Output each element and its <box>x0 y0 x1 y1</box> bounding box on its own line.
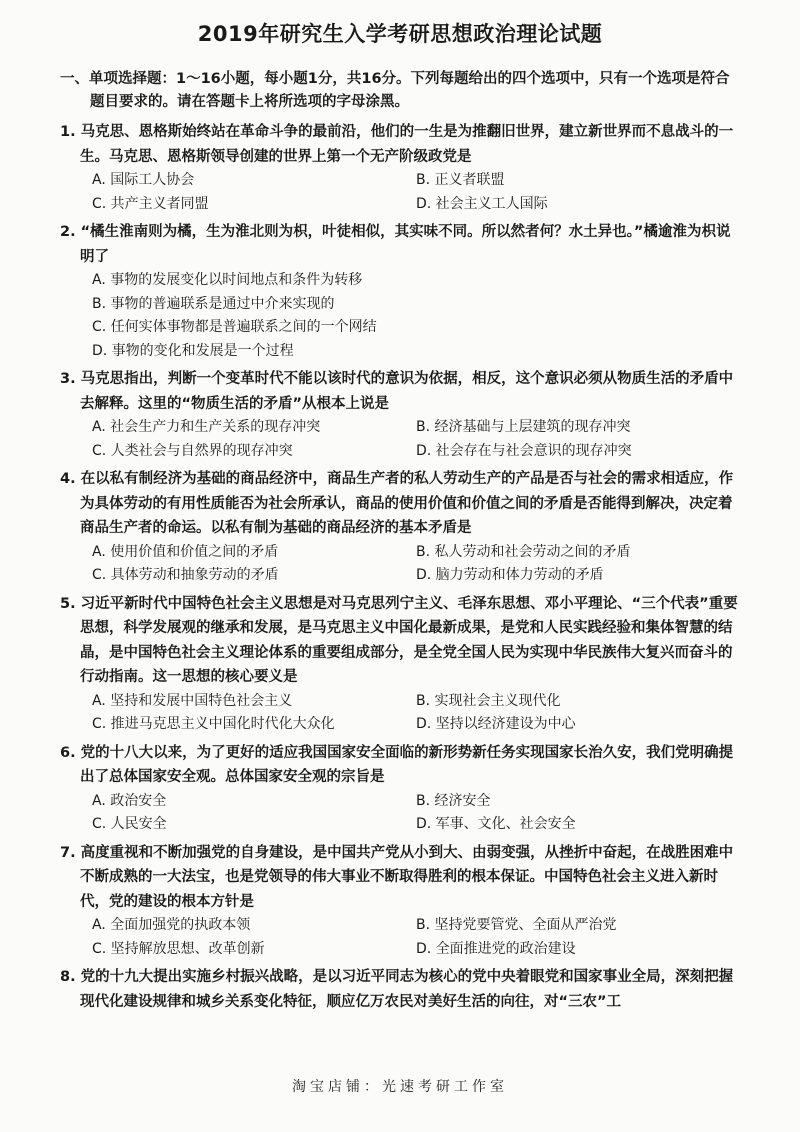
answer-option: B. 正义者联盟 <box>416 172 505 188</box>
question-stem: 8. 党的十九大提出实施乡村振兴战略，是以习近平同志为核心的党中央着眼党和国家事业全局，深刻把握现代化建设规律和城乡关系变化特征，顺应亿万农民对美好生活的向往，对“三农”工 <box>60 969 734 1010</box>
question-item <box>60 220 740 363</box>
question-item <box>60 965 740 1014</box>
answer-option: A. 国际工人协会 <box>92 172 195 188</box>
question-stem: 4. 在以私有制经济为基础的商品经济中，商品生产者的私人劳动生产的产品是否与社会的需求相适应，作为具体劳动的有用性质能否为社会所承认，商品的使用价值和价值之间的矛盾是否能得到解决，决定着商品生产者的命运。以私有制为基础的商品经济的基本矛盾是 <box>60 471 734 536</box>
exam-title: 2019年研究生入学考研思想政治理论试题 <box>197 22 603 46</box>
answer-option: D. 军事、文化、社会安全 <box>416 816 576 832</box>
answer-option: A. 事物的发展变化以时间地点和条件为转移 <box>92 272 363 288</box>
option-row <box>92 440 740 464</box>
option-row <box>92 193 740 217</box>
option-row <box>92 790 740 814</box>
answer-option: D. 事物的变化和发展是一个过程 <box>92 342 294 359</box>
option-group <box>60 790 740 837</box>
section-heading: 一、单项选择题：1～16小题，每小题1分，共16分。下列每题给出的四个选项中，只有一个选项是符合题目要求的。请在答题卡上将所选项的字母涂黑。 <box>60 71 730 110</box>
answer-option: C. 共产主义者同盟 <box>92 195 209 212</box>
option-group <box>60 269 740 363</box>
option-row <box>92 541 740 565</box>
question-item <box>60 592 740 737</box>
answer-option: A. 使用价值和价值之间的矛盾 <box>92 543 279 560</box>
answer-option: A. 政治安全 <box>92 792 167 809</box>
question-stem: 7. 高度重视和不断加强党的自身建设，是中国共产党从小到大、由弱变强，从挫折中奋起，在战胜困难中不断成熟的一大法宝，也是党领导的伟大事业不断取得胜利的根本保证。中国特色社会主义进入新时代，党的建设的根本方针是 <box>60 844 734 910</box>
option-group <box>60 541 740 588</box>
answer-option: A. 坚持和发展中国特色社会主义 <box>92 692 293 709</box>
option-row <box>92 813 740 837</box>
answer-option: A. 社会生产力和生产关系的现存冲突 <box>92 419 321 435</box>
exam-content <box>60 68 740 1018</box>
answer-option: B. 私人劳动和社会劳动之间的矛盾 <box>416 543 631 560</box>
question-stem: 1. 马克思、恩格斯始终站在革命斗争的最前沿，他们的一生是为推翻旧世界，建立新世界而不息战斗的一生。马克思、恩格斯领导创建的世界上第一个无产阶级政党是 <box>60 124 734 165</box>
question-item <box>60 367 740 463</box>
answer-option: D. 坚持以经济建设为中心 <box>416 716 576 732</box>
answer-option: C. 坚持解放思想、改革创新 <box>92 940 265 957</box>
answer-option: C. 人类社会与自然界的现存冲突 <box>92 442 293 459</box>
answer-option: D. 脑力劳动和体力劳动的矛盾 <box>416 567 604 583</box>
answer-option: D. 社会存在与社会意识的现存冲突 <box>416 442 632 459</box>
option-row <box>92 938 740 962</box>
option-row <box>92 169 740 193</box>
shop-footer: 淘宝店铺：光速考研工作室 <box>292 1079 508 1095</box>
answer-option: C. 任何实体事物都是普遍联系之间的一个网结 <box>92 319 377 335</box>
answer-option: B. 坚持党要管党、全面从严治党 <box>416 917 617 933</box>
answer-option: C. 推进马克思主义中国化时代化大众化 <box>92 716 335 732</box>
option-row <box>92 416 740 440</box>
question-stem: 5. 习近平新时代中国特色社会主义思想是对马克思列宁主义、毛泽东思想、邓小平理论、“三个代表”重要思想，科学发展观的继承和发展，是马克思主义中国化最新成果，是党和人民实践经验和集体智慧的结晶，是中国特色社会主义理论体系的重要组成部分，是全党全国人民为实现中华民族伟大复兴而奋斗的行动指南。这一思想的核心要义是 <box>60 595 738 685</box>
answer-option: A. 全面加强党的执政本领 <box>92 917 251 933</box>
answer-option: B. 经济安全 <box>416 792 491 809</box>
question-list <box>60 120 740 1014</box>
option-row <box>92 564 740 588</box>
answer-option: B. 经济基础与上层建筑的现存冲突 <box>416 419 631 435</box>
question-stem: 2. “橘生淮南则为橘，生为淮北则为枳，叶徒相似，其实味不同。所以然者何？水土异也。”橘逾淮为枳说明了 <box>60 224 731 265</box>
answer-option: C. 人民安全 <box>92 816 167 832</box>
answer-option: B. 事物的普遍联系是通过中介来实现的 <box>92 295 335 312</box>
option-row <box>92 690 740 714</box>
answer-option: C. 具体劳动和抽象劳动的矛盾 <box>92 567 279 583</box>
option-row <box>92 914 740 938</box>
question-item <box>60 841 740 962</box>
option-group <box>60 914 740 961</box>
question-item <box>60 120 740 216</box>
question-item <box>60 467 740 588</box>
question-item <box>60 741 740 837</box>
option-group <box>60 169 740 216</box>
option-group <box>60 416 740 463</box>
option-row <box>92 713 740 737</box>
answer-option: B. 实现社会主义现代化 <box>416 692 561 709</box>
question-stem: 6. 党的十八大以来，为了更好的适应我国国家安全面临的新形势新任务实现国家长治久安，我们党明确提出了总体国家安全观。总体国家安全观的宗旨是 <box>60 744 734 785</box>
answer-option: D. 全面推进党的政治建设 <box>416 940 576 957</box>
question-stem: 3. 马克思指出，判断一个变革时代不能以该时代的意识为依据，相反，这个意识必须从物质生活的矛盾中去解释。这里的“物质生活的矛盾”从根本上说是 <box>60 371 734 412</box>
answer-option: D. 社会主义工人国际 <box>416 195 548 212</box>
option-group <box>60 690 740 737</box>
